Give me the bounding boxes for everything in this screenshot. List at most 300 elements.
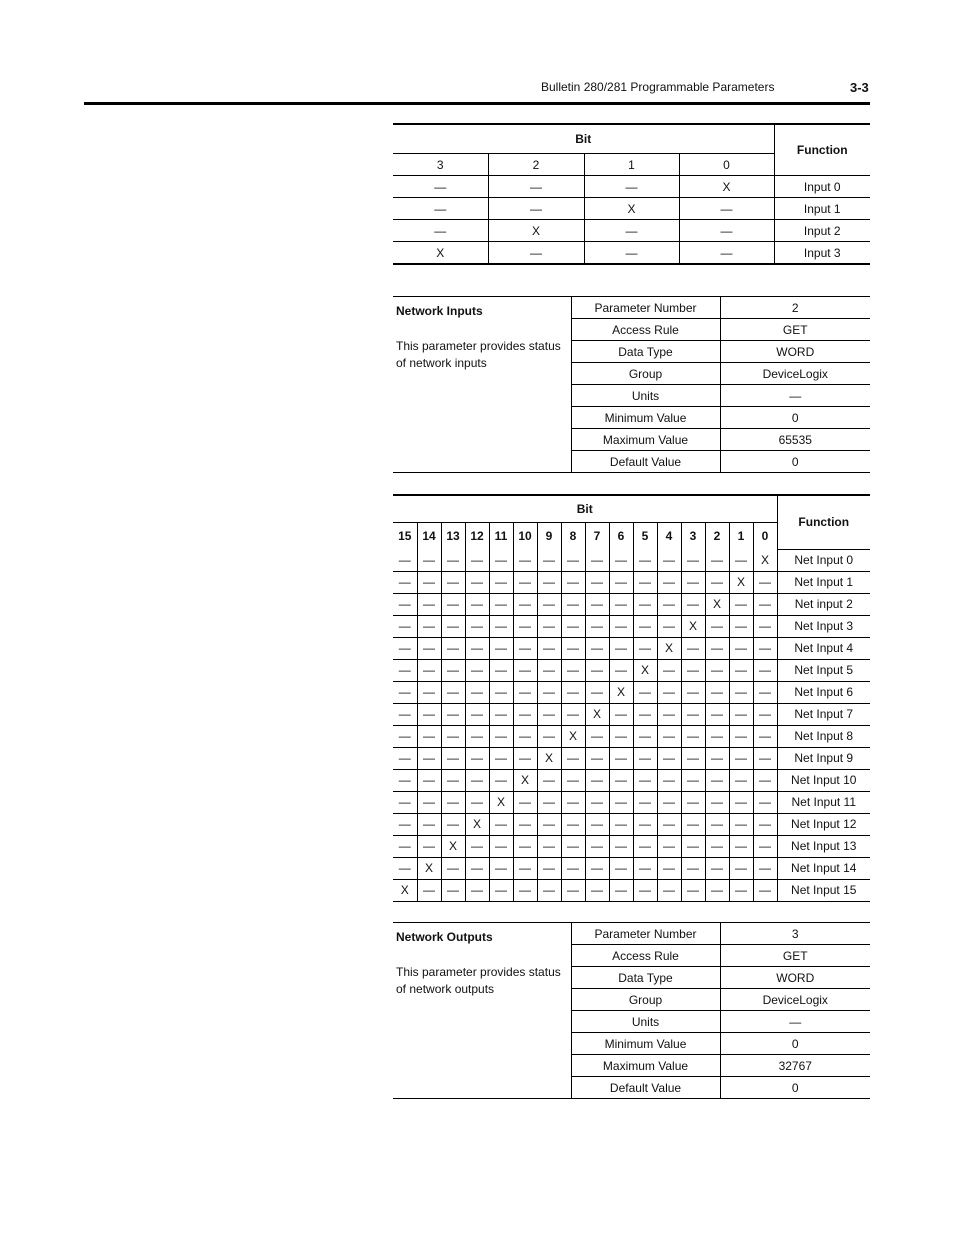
table-row: [393, 681, 870, 703]
parameter-value: 2: [720, 297, 870, 319]
bit-cell: —: [657, 747, 681, 769]
bit-cell: —: [513, 857, 537, 879]
bit-number: 5: [633, 523, 657, 550]
bit-cell: —: [489, 615, 513, 637]
parameter-label: Access Rule: [571, 319, 720, 341]
bit-cell: —: [393, 615, 417, 637]
bit-cell: —: [609, 615, 633, 637]
bit-cell: —: [393, 637, 417, 659]
bit-number: 8: [561, 523, 585, 550]
bit-cell: —: [705, 791, 729, 813]
bit-number: 4: [657, 523, 681, 550]
bit-cell: —: [585, 813, 609, 835]
bit-cell: —: [585, 681, 609, 703]
bit-cell: —: [609, 857, 633, 879]
table-row: [393, 835, 870, 857]
bit-cell: —: [465, 681, 489, 703]
bit-cell: —: [441, 593, 465, 615]
bit-cell: —: [657, 813, 681, 835]
bit-cell: —: [465, 791, 489, 813]
bit-cell: —: [633, 549, 657, 571]
parameter-description-cell: [393, 297, 571, 473]
bit-cell: —: [729, 549, 753, 571]
bit-number: 1: [584, 154, 679, 176]
bit-cell: —: [705, 769, 729, 791]
bit-cell: —: [537, 703, 561, 725]
bit-cell: —: [393, 593, 417, 615]
bit-cell: —: [657, 571, 681, 593]
table-row: [393, 769, 870, 791]
table-row: [393, 813, 870, 835]
bit-cell: —: [609, 593, 633, 615]
bit-cell: X: [537, 747, 561, 769]
bit-cell: —: [393, 220, 488, 242]
bit-cell: —: [681, 681, 705, 703]
bit-cell: —: [513, 593, 537, 615]
bit-cell: —: [417, 879, 441, 901]
bit-cell: —: [393, 703, 417, 725]
function-cell: Input 2: [774, 220, 870, 242]
bit-cell: —: [609, 769, 633, 791]
bit-cell: —: [489, 637, 513, 659]
bit-cell: —: [513, 747, 537, 769]
bit-cell: —: [465, 857, 489, 879]
bit-cell: —: [465, 725, 489, 747]
function-cell: Net Input 10: [777, 769, 870, 791]
bit-cell: —: [657, 879, 681, 901]
bit-cell: —: [705, 857, 729, 879]
bit-cell: —: [729, 857, 753, 879]
bit-cell: X: [609, 681, 633, 703]
bit-cell: —: [489, 593, 513, 615]
bit-cell: —: [681, 593, 705, 615]
bit-cell: X: [585, 703, 609, 725]
parameter-value: 65535: [720, 429, 870, 451]
bit-cell: —: [489, 659, 513, 681]
bit-cell: —: [561, 637, 585, 659]
table-row: [393, 198, 870, 220]
bit-cell: —: [657, 703, 681, 725]
bit-cell: —: [681, 769, 705, 791]
bit-cell: —: [679, 220, 774, 242]
bit-cell: —: [753, 681, 777, 703]
bit-cell: —: [465, 769, 489, 791]
bit-cell: —: [489, 747, 513, 769]
bit-cell: —: [657, 593, 681, 615]
bit-cell: —: [585, 637, 609, 659]
bit-cell: —: [705, 615, 729, 637]
bit-cell: —: [585, 615, 609, 637]
bit-cell: —: [561, 659, 585, 681]
bit-cell: —: [417, 813, 441, 835]
bit-cell: —: [393, 791, 417, 813]
bit-cell: —: [561, 747, 585, 769]
bit-cell: —: [585, 791, 609, 813]
bit-cell: —: [561, 703, 585, 725]
bit-cell: X: [441, 835, 465, 857]
bit-cell: —: [393, 857, 417, 879]
bit-cell: —: [753, 813, 777, 835]
parameter-title: Network Inputs: [396, 304, 483, 318]
bit-cell: —: [465, 571, 489, 593]
parameter-value: DeviceLogix: [720, 363, 870, 385]
bit-cell: —: [537, 791, 561, 813]
bit-cell: —: [441, 813, 465, 835]
function-cell: Net Input 6: [777, 681, 870, 703]
input-bit-table: [393, 123, 870, 265]
function-cell: Net Input 7: [777, 703, 870, 725]
bit-cell: —: [561, 769, 585, 791]
bit-cell: —: [537, 659, 561, 681]
bit-cell: —: [633, 813, 657, 835]
bit-cell: —: [681, 813, 705, 835]
bit-cell: —: [753, 615, 777, 637]
bit-cell: —: [753, 747, 777, 769]
bit-number: 0: [753, 523, 777, 550]
bit-cell: —: [753, 725, 777, 747]
table-row: [393, 176, 870, 198]
parameter-label: Group: [571, 363, 720, 385]
bit-cell: —: [729, 725, 753, 747]
bit-cell: —: [585, 769, 609, 791]
function-cell: Net Input 9: [777, 747, 870, 769]
bit-cell: —: [633, 681, 657, 703]
bit-cell: X: [584, 198, 679, 220]
bit-cell: —: [488, 198, 584, 220]
function-cell: Net Input 13: [777, 835, 870, 857]
bit-cell: —: [441, 659, 465, 681]
bit-cell: X: [465, 813, 489, 835]
bit-cell: —: [489, 835, 513, 857]
bit-cell: X: [753, 549, 777, 571]
parameter-label: Default Value: [571, 1077, 720, 1099]
bit-cell: —: [393, 198, 488, 220]
bit-number: 1: [729, 523, 753, 550]
table-row: [393, 242, 870, 265]
bit-cell: —: [705, 549, 729, 571]
running-header-title: Bulletin 280/281 Programmable Parameters: [541, 80, 775, 94]
bit-cell: —: [584, 220, 679, 242]
bit-cell: —: [729, 769, 753, 791]
bit-cell: —: [417, 615, 441, 637]
parameter-label: Parameter Number: [571, 923, 720, 945]
bit-cell: —: [561, 879, 585, 901]
bit-cell: —: [513, 615, 537, 637]
bit-cell: —: [489, 769, 513, 791]
bit-cell: —: [513, 681, 537, 703]
bit-cell: —: [609, 879, 633, 901]
bit-cell: —: [513, 659, 537, 681]
bit-cell: —: [633, 571, 657, 593]
bit-header: Bit: [393, 495, 777, 523]
bit-cell: —: [513, 879, 537, 901]
parameter-description: This parameter provides status of network inputs: [396, 339, 561, 370]
bit-cell: —: [585, 571, 609, 593]
function-cell: Net Input 1: [777, 571, 870, 593]
table-row: [393, 659, 870, 681]
bit-cell: —: [441, 879, 465, 901]
bit-cell: —: [417, 769, 441, 791]
bit-cell: —: [393, 769, 417, 791]
bit-cell: —: [633, 703, 657, 725]
bit-cell: —: [465, 747, 489, 769]
bit-cell: —: [513, 813, 537, 835]
table-row: [393, 571, 870, 593]
bit-cell: —: [681, 637, 705, 659]
bit-cell: —: [417, 703, 441, 725]
bit-cell: —: [585, 835, 609, 857]
bit-cell: —: [681, 549, 705, 571]
parameter-value: 0: [791, 1080, 799, 1095]
bit-cell: —: [753, 637, 777, 659]
bit-cell: —: [633, 879, 657, 901]
bit-cell: —: [609, 659, 633, 681]
bit-cell: X: [561, 725, 585, 747]
function-cell: Net Input 3: [777, 615, 870, 637]
bit-cell: —: [441, 637, 465, 659]
bit-cell: —: [393, 681, 417, 703]
bit-cell: —: [393, 813, 417, 835]
parameter-value: 0: [720, 1033, 870, 1055]
bit-cell: —: [681, 857, 705, 879]
bit-cell: —: [489, 681, 513, 703]
bit-cell: —: [441, 747, 465, 769]
bit-cell: X: [417, 857, 441, 879]
bit-cell: —: [489, 725, 513, 747]
parameter-value: WORD: [720, 341, 870, 363]
bit-cell: —: [753, 769, 777, 791]
parameter-value: 0: [720, 407, 870, 429]
bit-cell: —: [561, 681, 585, 703]
bit-cell: —: [488, 176, 584, 198]
table-row: [393, 297, 870, 319]
bit-cell: —: [609, 835, 633, 857]
table-row: [393, 857, 870, 879]
bit-cell: —: [705, 637, 729, 659]
bit-cell: —: [393, 747, 417, 769]
table-row: [393, 549, 870, 571]
function-cell: Input 1: [774, 198, 870, 220]
bit-cell: —: [561, 615, 585, 637]
header-rule: [84, 102, 870, 105]
parameter-value: —: [720, 1011, 870, 1033]
bit-cell: —: [537, 813, 561, 835]
bit-cell: —: [729, 835, 753, 857]
bit-cell: —: [585, 879, 609, 901]
bit-cell: —: [537, 571, 561, 593]
function-cell: Net Input 15: [791, 883, 857, 897]
bit-cell: —: [465, 615, 489, 637]
bit-cell: —: [585, 549, 609, 571]
function-cell: Input 3: [774, 242, 870, 265]
bit-cell: —: [417, 725, 441, 747]
bit-cell: —: [417, 681, 441, 703]
bit-number: 7: [585, 523, 609, 550]
bit-cell: —: [729, 659, 753, 681]
bit-cell: —: [441, 703, 465, 725]
bit-cell: —: [585, 593, 609, 615]
bit-cell: —: [705, 835, 729, 857]
bit-cell: —: [465, 703, 489, 725]
table-row: [393, 747, 870, 769]
bit-cell: —: [489, 857, 513, 879]
bit-cell: —: [465, 835, 489, 857]
table-row: [393, 725, 870, 747]
bit-cell: X: [488, 220, 584, 242]
bit-cell: —: [753, 835, 777, 857]
bit-cell: —: [537, 593, 561, 615]
parameter-label: Minimum Value: [571, 407, 720, 429]
bit-cell: —: [729, 615, 753, 637]
bit-cell: —: [681, 703, 705, 725]
bit-cell: —: [633, 615, 657, 637]
bit-number: 13: [441, 523, 465, 550]
table-row: [393, 923, 870, 945]
parameter-value: 32767: [720, 1055, 870, 1077]
bit-cell: —: [753, 703, 777, 725]
bit-cell: —: [657, 549, 681, 571]
bit-cell: —: [657, 835, 681, 857]
network-outputs-parameter-table: [393, 922, 870, 1099]
bit-cell: —: [417, 549, 441, 571]
bit-cell: —: [681, 659, 705, 681]
bit-cell: —: [417, 791, 441, 813]
bit-cell: —: [633, 769, 657, 791]
function-cell: Net Input 0: [777, 549, 870, 571]
bit-cell: —: [753, 791, 777, 813]
bit-cell: —: [561, 571, 585, 593]
bit-cell: —: [753, 593, 777, 615]
parameter-value: —: [720, 385, 870, 407]
bit-cell: —: [657, 681, 681, 703]
parameter-label: Maximum Value: [571, 429, 720, 451]
bit-cell: —: [441, 571, 465, 593]
bit-cell: —: [561, 791, 585, 813]
bit-cell: —: [417, 571, 441, 593]
bit-cell: —: [657, 791, 681, 813]
bit-cell: —: [537, 615, 561, 637]
bit-cell: —: [465, 637, 489, 659]
function-cell: Net input 2: [777, 593, 870, 615]
bit-cell: —: [489, 879, 513, 901]
bit-cell: —: [584, 176, 679, 198]
bit-cell: —: [417, 835, 441, 857]
bit-cell: —: [489, 703, 513, 725]
function-header: Function: [774, 124, 870, 176]
bit-cell: —: [441, 615, 465, 637]
bit-cell: —: [441, 769, 465, 791]
bit-number: 0: [679, 154, 774, 176]
bit-cell: —: [585, 725, 609, 747]
bit-cell: —: [609, 747, 633, 769]
parameter-label: Parameter Number: [571, 297, 720, 319]
bit-cell: —: [489, 571, 513, 593]
bit-cell: —: [417, 593, 441, 615]
bit-cell: —: [705, 659, 729, 681]
bit-cell: —: [681, 791, 705, 813]
bit-cell: X: [633, 659, 657, 681]
bit-cell: —: [705, 571, 729, 593]
table-row: [393, 703, 870, 725]
bit-cell: —: [657, 615, 681, 637]
bit-cell: —: [633, 593, 657, 615]
bit-cell: —: [705, 747, 729, 769]
bit-cell: —: [657, 857, 681, 879]
function-cell: Net Input 5: [777, 659, 870, 681]
bit-cell: —: [513, 791, 537, 813]
table-row: [393, 879, 870, 901]
bit-cell: —: [633, 725, 657, 747]
parameter-value: WORD: [720, 967, 870, 989]
bit-cell: —: [585, 747, 609, 769]
bit-cell: —: [657, 769, 681, 791]
bit-cell: —: [537, 681, 561, 703]
bit-cell: —: [729, 681, 753, 703]
bit-cell: —: [393, 659, 417, 681]
parameter-description: This parameter provides status of network outputs: [396, 965, 561, 996]
bit-cell: —: [488, 242, 584, 265]
bit-cell: —: [465, 659, 489, 681]
bit-cell: —: [657, 725, 681, 747]
bit-cell: —: [753, 857, 777, 879]
bit-cell: —: [417, 659, 441, 681]
bit-cell: —: [609, 703, 633, 725]
bit-cell: X: [681, 615, 705, 637]
bit-cell: —: [537, 769, 561, 791]
bit-cell: —: [489, 813, 513, 835]
bit-cell: —: [609, 571, 633, 593]
bit-cell: —: [585, 659, 609, 681]
bit-cell: —: [753, 659, 777, 681]
bit-cell: X: [679, 176, 774, 198]
bit-cell: —: [393, 835, 417, 857]
bit-cell: —: [633, 747, 657, 769]
bit-cell: —: [441, 549, 465, 571]
bit-cell: —: [513, 725, 537, 747]
bit-cell: —: [679, 242, 774, 265]
bit-cell: —: [657, 659, 681, 681]
bit-cell: —: [537, 857, 561, 879]
bit-cell: —: [441, 725, 465, 747]
function-cell: Net Input 14: [777, 857, 870, 879]
bit-cell: —: [561, 857, 585, 879]
bit-cell: —: [584, 242, 679, 265]
bit-cell: X: [393, 242, 488, 265]
parameter-value: 3: [720, 923, 870, 945]
parameter-label: Data Type: [571, 341, 720, 363]
bit-number: 12: [465, 523, 489, 550]
parameter-label: Units: [571, 1011, 720, 1033]
table-row: [393, 791, 870, 813]
bit-cell: —: [441, 791, 465, 813]
bit-cell: —: [393, 725, 417, 747]
bit-cell: —: [681, 747, 705, 769]
table-row: [393, 637, 870, 659]
bit-cell: X: [489, 791, 513, 813]
bit-cell: —: [729, 747, 753, 769]
bit-cell: —: [393, 176, 488, 198]
bit-cell: —: [537, 549, 561, 571]
bit-cell: —: [393, 549, 417, 571]
bit-cell: —: [561, 549, 585, 571]
bit-cell: —: [585, 857, 609, 879]
bit-cell: —: [633, 835, 657, 857]
bit-cell: —: [705, 725, 729, 747]
parameter-label: Group: [571, 989, 720, 1011]
bit-cell: X: [729, 571, 753, 593]
bit-cell: —: [705, 813, 729, 835]
parameter-label: Data Type: [571, 967, 720, 989]
